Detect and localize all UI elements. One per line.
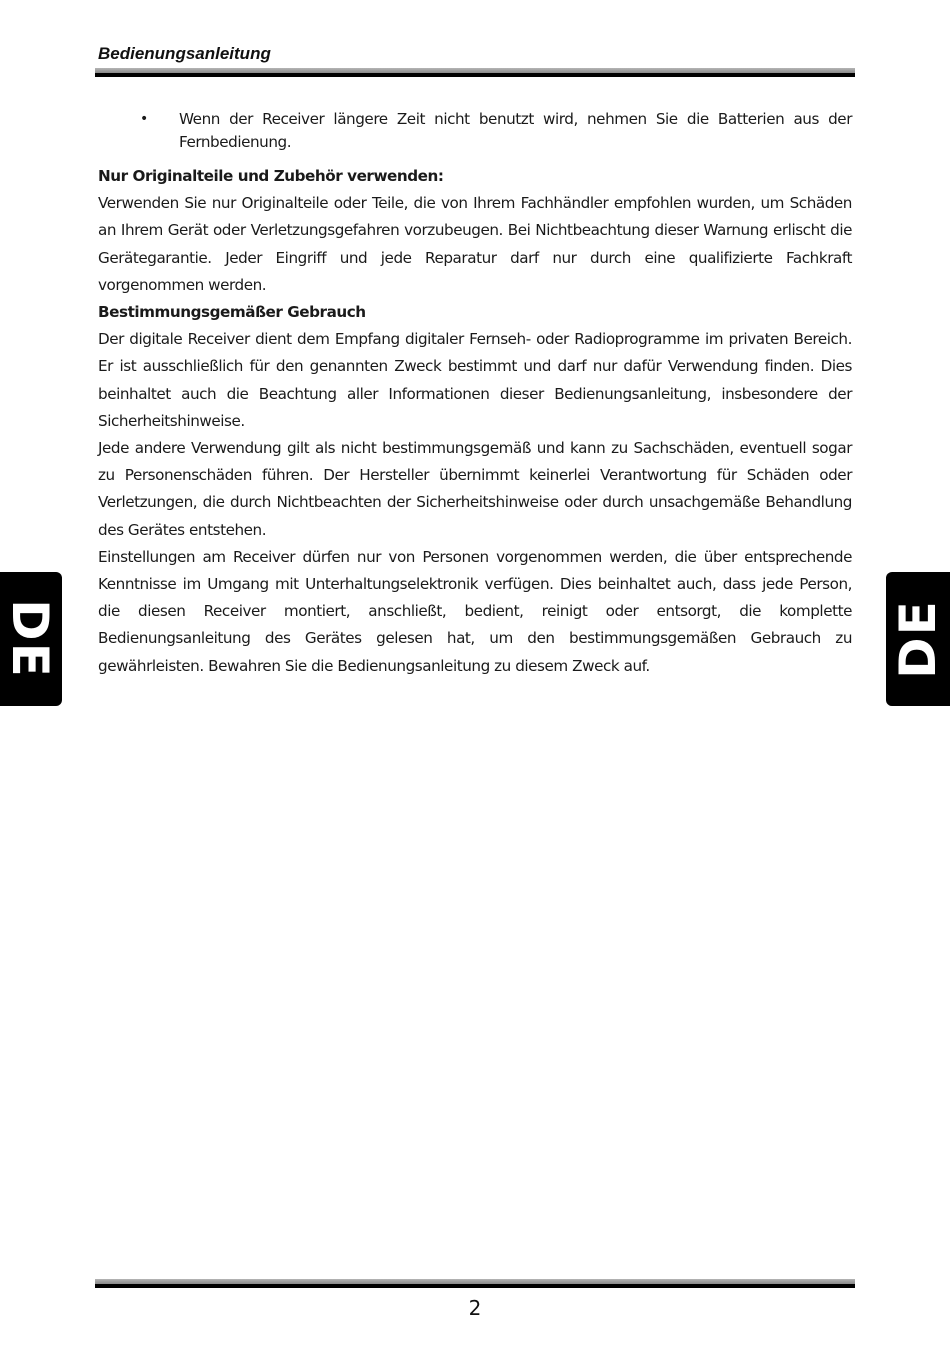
bullet-text: Wenn der Receiver längere Zeit nicht benutzt wird, nehmen Sie die Batterien aus der Fernbedienung.: [179, 110, 852, 151]
section-heading-intended-use: Bestimmungsgemäßer Gebrauch: [98, 303, 366, 322]
paragraph-qualified-persons: Einstellungen am Receiver dürfen nur von Personen vorgenommen werden, die über entsprechende Kenntnisse im Umgang mit Unterhaltungselektronik verfügen. Dies beinhaltet auch, dass jede Person, die diesen Receiver montiert, anschließt, bedient, reinigt oder entsorgt, die komplette Bedienungsanleitung des Gerätes gelesen hat, um den bestimmungsgemäßen Gebrauch zu gewährleisten. Bewahren Sie die Bedienungsanleitung zu diesem Zweck auf.: [98, 547, 852, 675]
bullet-marker: •: [140, 111, 148, 127]
paragraph-improper-use: Jede andere Verwendung gilt als nicht bestimmungsgemäß und kann zu Sachschäden, eventuell sogar zu Personenschäden führen. Der Hersteller übernimmt keinerlei Verantwortung für Schäden oder Verletzungen, die durch Nichtbeachten der Sicherheitshinweise oder durch unsachgemäße Behandlung des Gerätes entstehen.: [98, 439, 852, 539]
footer-rule-black: [95, 1284, 855, 1288]
bullet-list-item: [98, 108, 852, 154]
paragraph-original-parts: Verwenden Sie nur Originalteile oder Teile, die von Ihrem Fachhändler empfohlen wurden, um Schäden an Ihrem Gerät oder Verletzungsgefahren vorzubeugen. Bei Nichtbeachtung dieser Warnung erlischt die Gerätegarantie. Jeder Eingriff und jede Reparatur darf nur durch eine qualifizierte Fachkraft vorgenommen werden.: [98, 194, 852, 294]
language-tab-right-label: DE: [889, 599, 948, 679]
page-number: 2: [468, 1296, 482, 1320]
document-title: Bedienungsanleitung: [98, 44, 271, 63]
page-content: [98, 108, 852, 680]
language-tab-left: [0, 572, 62, 706]
section-heading-original-parts: Nur Originalteile und Zubehör verwenden:: [98, 167, 444, 185]
paragraph-intended-use: Der digitale Receiver dient dem Empfang digitaler Fernseh- oder Radioprogramme im privaten Bereich. Er ist ausschließlich für den genannten Zweck bestimmt und darf nur dafür Verwendung finden. Dies beinhaltet auch die Beachtung aller Informationen dieser Bedienungsanleitung, insbesondere der Sicherheitshinweise.: [98, 330, 852, 430]
language-tab-left-label: DE: [1, 599, 60, 679]
footer-rule: [95, 1279, 855, 1288]
header-rule-black: [95, 73, 855, 77]
language-tab-right: [886, 572, 950, 706]
header-rule: [95, 68, 855, 77]
